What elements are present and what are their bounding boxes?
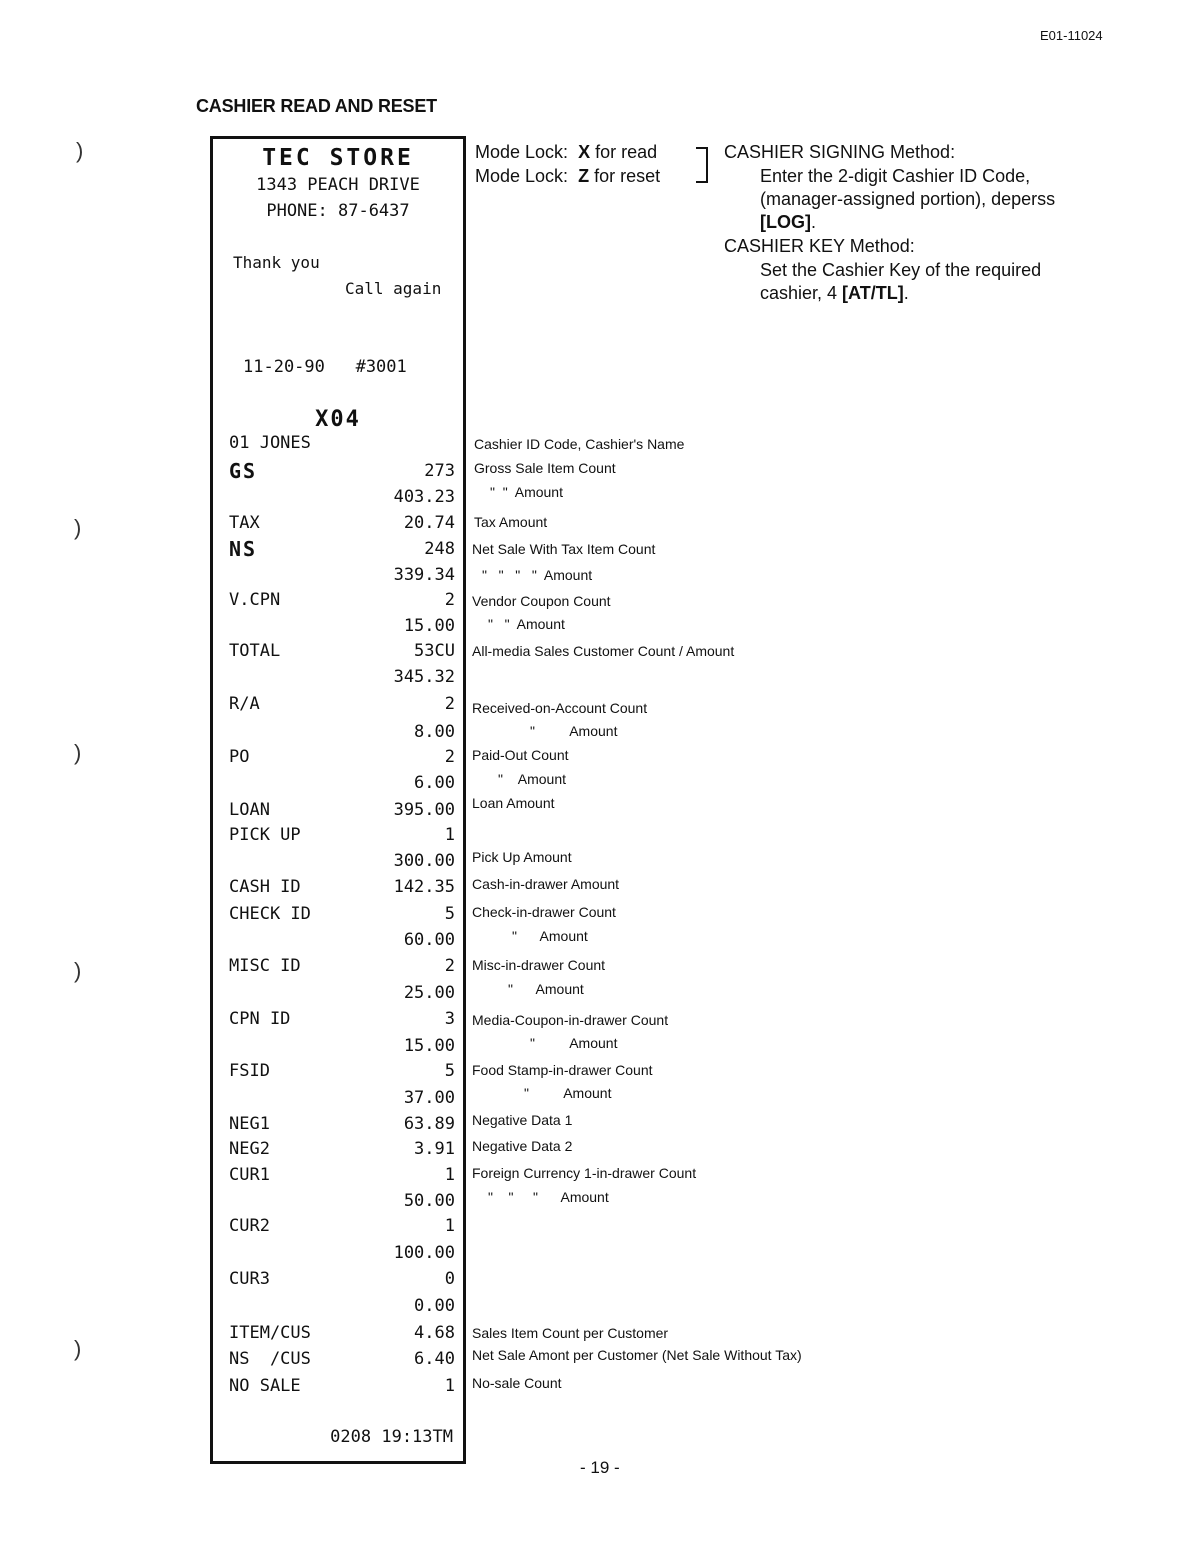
receipt-row-value: 5 <box>444 1061 455 1081</box>
annotation: Cashier ID Code, Cashier's Name <box>474 436 685 452</box>
annotation: Foreign Currency 1-in-drawer Count <box>472 1165 697 1181</box>
receipt-row-label: CUR1 <box>229 1165 270 1185</box>
annotation: Negative Data 1 <box>472 1112 573 1128</box>
receipt-row-value: 3.91 <box>414 1139 455 1159</box>
receipt-row-label: NO SALE <box>229 1376 301 1396</box>
annotation: Vendor Coupon Count <box>472 593 611 609</box>
annotation: No-sale Count <box>472 1375 562 1391</box>
margin-mark: ) <box>74 515 82 540</box>
annotation: Net Sale With Tax Item Count <box>472 541 656 557</box>
page-heading: CASHIER READ AND RESET <box>196 96 437 116</box>
receipt-date-number: 11-20-90 #3001 <box>243 357 407 377</box>
receipt-row-value: 60.00 <box>403 930 455 950</box>
receipt-row-label: CUR3 <box>229 1269 270 1289</box>
receipt <box>210 136 466 1464</box>
receipt-row-value: 8.00 <box>414 722 455 742</box>
receipt-row-label: GS <box>229 459 258 483</box>
receipt-row-label: MISC ID <box>229 956 301 976</box>
receipt-row-value: 0 <box>444 1269 455 1289</box>
receipt-thanks: Thank you <box>233 253 320 272</box>
mode-lock-bracket <box>696 147 708 183</box>
annotation: Negative Data 2 <box>472 1138 573 1154</box>
receipt-row-value: 395.00 <box>393 800 455 820</box>
annotation: " " Amount <box>490 484 563 500</box>
annotation: " " " " Amount <box>482 567 593 583</box>
annotation: Paid-Out Count <box>472 747 569 763</box>
mode-lock-read: Mode Lock: X for read <box>475 142 658 162</box>
receipt-row-value: 3 <box>444 1009 455 1029</box>
annotation: " Amount <box>508 981 584 997</box>
receipt-row-value: 1 <box>444 825 455 845</box>
receipt-row-value: 15.00 <box>403 616 455 636</box>
receipt-row-value: 345.32 <box>393 667 455 687</box>
annotation: Food Stamp-in-drawer Count <box>472 1062 653 1078</box>
receipt-row-value: 1 <box>444 1165 455 1185</box>
receipt-row-label: ITEM/CUS <box>229 1323 311 1343</box>
annotation: Media-Coupon-in-drawer Count <box>472 1012 669 1028</box>
receipt-row-label: CASH ID <box>229 877 301 897</box>
signing-method-key: [LOG]. <box>760 212 817 232</box>
receipt-footer-time: 0208 19:13TM <box>330 1427 453 1447</box>
cashier-key-method-title: CASHIER KEY Method: <box>724 236 915 256</box>
receipt-row-value: 403.23 <box>393 487 455 507</box>
receipt-row-label: CPN ID <box>229 1009 291 1029</box>
receipt-row-value: 2 <box>444 747 455 767</box>
receipt-row-value: 339.34 <box>393 565 455 585</box>
receipt-row-value: 15.00 <box>403 1036 455 1056</box>
receipt-row-value: 2 <box>444 956 455 976</box>
annotation: " Amount <box>524 1085 612 1101</box>
annotation: Misc-in-drawer Count <box>472 957 606 973</box>
receipt-row-label: NS <box>229 537 258 561</box>
receipt-row-value: 6.00 <box>414 773 455 793</box>
annotation: " " " Amount <box>488 1189 609 1205</box>
annotation: Net Sale Amont per Customer (Net Sale Without Tax) <box>472 1347 802 1363</box>
receipt-row-value: 37.00 <box>403 1088 455 1108</box>
receipt-row-label: PO <box>229 747 250 767</box>
receipt-row-value: 1 <box>444 1216 455 1236</box>
receipt-row-label: PICK UP <box>229 825 301 845</box>
annotation: Pick Up Amount <box>472 849 572 865</box>
receipt-row-label: FSID <box>229 1061 270 1081</box>
signing-method-title: CASHIER SIGNING Method: <box>724 142 956 162</box>
margin-mark: ) <box>76 138 84 163</box>
annotation: " Amount <box>512 928 588 944</box>
margin-mark: ) <box>74 1336 82 1361</box>
receipt-row-label: V.CPN <box>229 590 281 610</box>
receipt-row-value: 4.68 <box>414 1323 455 1343</box>
annotation: Cash-in-drawer Amount <box>472 876 620 892</box>
annotation: Loan Amount <box>472 795 555 811</box>
signing-method-line1: Enter the 2-digit Cashier ID Code, <box>760 166 1031 186</box>
receipt-row-value: 53CU <box>414 641 455 661</box>
receipt-row-value: 2 <box>444 694 455 714</box>
cashier-key-method-line1: Set the Cashier Key of the required <box>760 260 1042 280</box>
receipt-row-value: 20.74 <box>403 513 455 533</box>
receipt-row-value: 0.00 <box>414 1296 455 1316</box>
receipt-row-value: 273 <box>424 461 455 481</box>
receipt-address: 1343 PEACH DRIVE <box>256 175 420 195</box>
annotation: " " Amount <box>488 616 565 632</box>
receipt-row-value: 63.89 <box>403 1114 455 1134</box>
receipt-call-again: Call again <box>345 279 442 298</box>
receipt-row-value: 1 <box>444 1376 455 1396</box>
mode-lock-reset: Mode Lock: Z for reset <box>475 166 661 186</box>
annotation: Received-on-Account Count <box>472 700 648 716</box>
receipt-row-value: 50.00 <box>403 1191 455 1211</box>
margin-mark: ) <box>74 740 82 765</box>
receipt-store-name: TEC STORE <box>262 145 414 171</box>
receipt-row-label: CUR2 <box>229 1216 270 1236</box>
receipt-cashier: 01 JONES <box>229 433 311 453</box>
annotation: " Amount <box>530 723 618 739</box>
receipt-report-code: X04 <box>315 407 361 432</box>
receipt-row-label: NS /CUS <box>229 1349 311 1369</box>
annotation: All-media Sales Customer Count / Amount <box>472 643 735 659</box>
receipt-row-value: 5 <box>444 904 455 924</box>
receipt-row-label: NEG1 <box>229 1114 270 1134</box>
margin-mark: ) <box>74 958 82 983</box>
annotation: Sales Item Count per Customer <box>472 1325 669 1341</box>
annotation: Check-in-drawer Count <box>472 904 616 920</box>
cashier-key-method-line2: cashier, 4 [AT/TL]. <box>760 283 909 303</box>
annotation: Tax Amount <box>474 514 548 530</box>
receipt-row-label: TAX <box>229 513 260 533</box>
annotation: " Amount <box>498 771 567 787</box>
receipt-row-value: 300.00 <box>393 851 455 871</box>
receipt-row-value: 142.35 <box>393 877 455 897</box>
receipt-row-value: 2 <box>444 590 455 610</box>
receipt-row-value: 248 <box>424 539 455 559</box>
receipt-row-label: CHECK ID <box>229 904 311 924</box>
page-number: - 19 - <box>580 1458 620 1477</box>
receipt-row-label: NEG2 <box>229 1139 270 1159</box>
receipt-row-label: R/A <box>229 694 260 714</box>
annotation: " Amount <box>530 1035 618 1051</box>
signing-method-line2: (manager-assigned portion), deperss <box>760 189 1056 209</box>
receipt-phone: PHONE: 87-6437 <box>266 201 410 221</box>
receipt-row-value: 6.40 <box>414 1349 455 1369</box>
receipt-row-label: TOTAL <box>229 641 281 661</box>
document-id: E01-11024 <box>1040 28 1103 43</box>
receipt-row-label: LOAN <box>229 800 270 820</box>
receipt-row-value: 25.00 <box>403 983 455 1003</box>
receipt-row-value: 100.00 <box>393 1243 455 1263</box>
annotation: Gross Sale Item Count <box>474 460 616 476</box>
